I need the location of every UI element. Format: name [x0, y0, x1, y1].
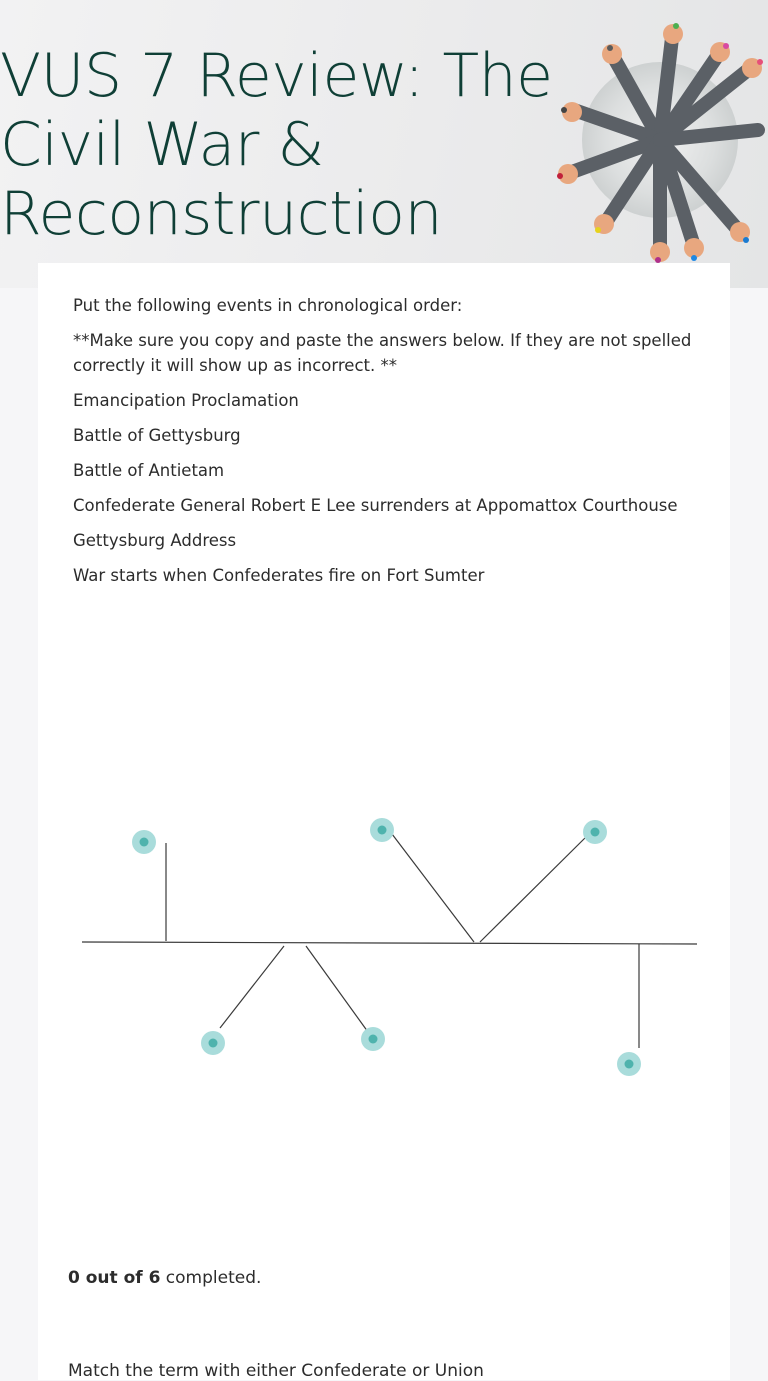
completion-suffix: completed. [160, 1268, 262, 1288]
completion-status [68, 1268, 261, 1288]
drop-hotspot[interactable] [132, 830, 156, 854]
activity-prompt: Put the following events in chronological order: [73, 296, 463, 315]
timeline-branch [306, 946, 368, 1032]
drop-hotspot[interactable] [583, 820, 607, 844]
timeline-branch [392, 834, 474, 942]
event-item: War starts when Confederates fire on Fort Sumter [73, 566, 485, 585]
event-item: Battle of Gettysburg [73, 426, 241, 445]
timeline-axis [82, 942, 697, 944]
colored-pencils-image [548, 10, 768, 270]
timeline-diagram [38, 803, 730, 1103]
event-item: Battle of Antietam [73, 461, 225, 480]
timeline-branch [220, 946, 284, 1028]
instructions [73, 293, 703, 598]
timeline-branch [480, 834, 589, 942]
drop-hotspot[interactable] [617, 1052, 641, 1076]
drop-hotspot[interactable] [361, 1027, 385, 1051]
drop-hotspot[interactable] [201, 1031, 225, 1055]
event-item: Confederate General Robert E Lee surrenders at Appomattox Courthouse [73, 496, 678, 515]
header-banner [0, 0, 768, 288]
completion-count: 0 out of 6 [68, 1268, 161, 1288]
activity-note: **Make sure you copy and paste the answers below. If they are not spelled correctly it will show up as incorrect. ** [73, 331, 692, 375]
event-item: Emancipation Proclamation [73, 391, 299, 410]
activity-card [38, 263, 730, 1380]
page-title: VUS 7 Review: The Civil War & Reconstruction [0, 41, 553, 249]
next-activity-prompt: Match the term with either Confederate or Union [68, 1361, 484, 1381]
event-item: Gettysburg Address [73, 531, 237, 550]
drop-hotspot[interactable] [370, 818, 394, 842]
